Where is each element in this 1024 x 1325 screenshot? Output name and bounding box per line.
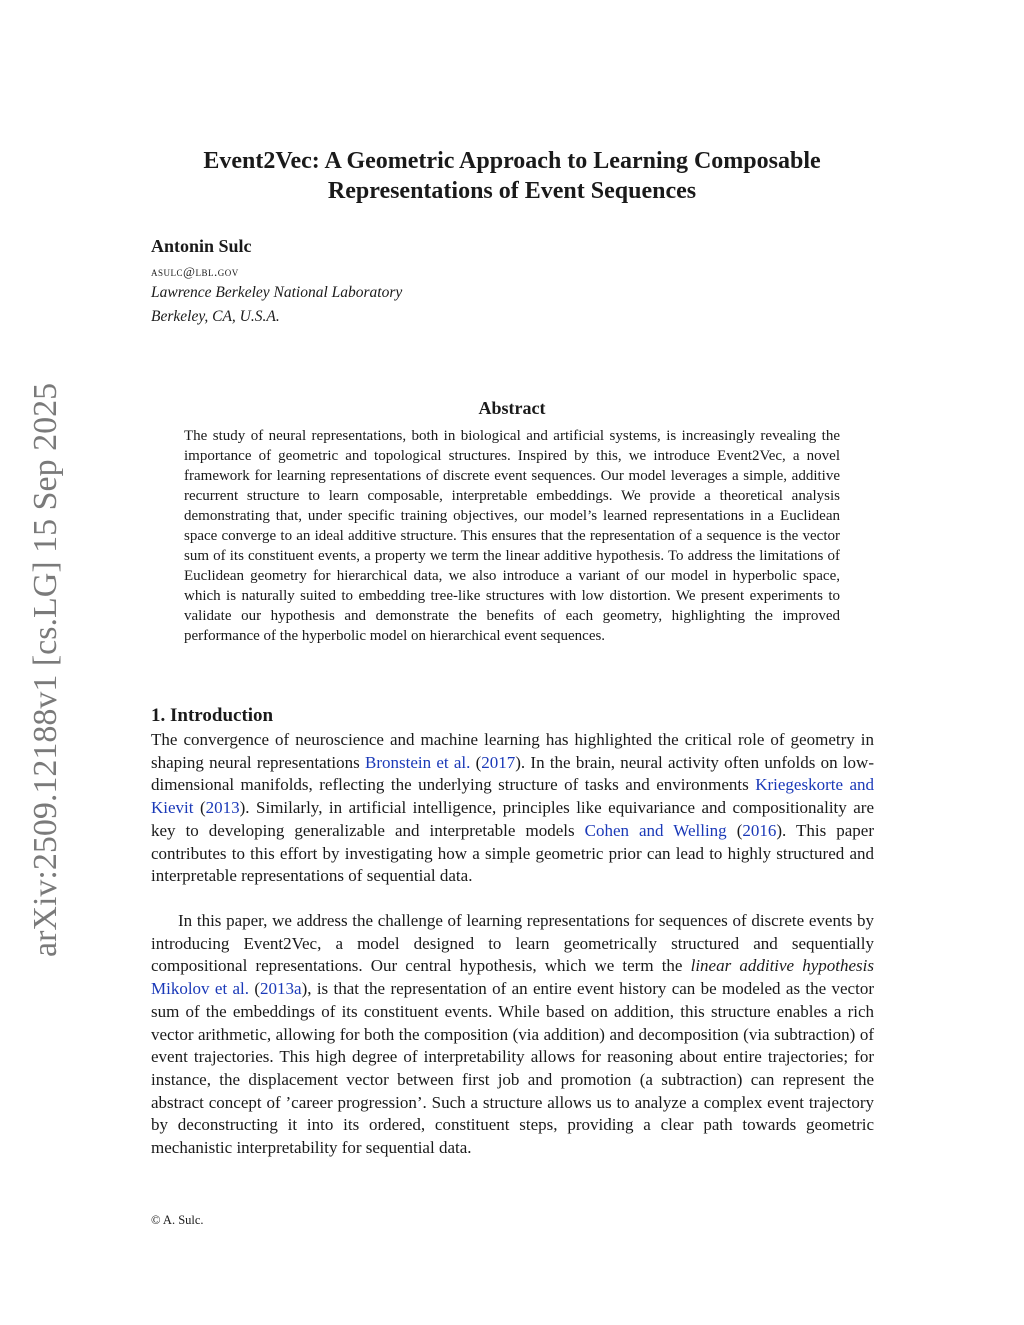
- text-span: ). In the brain, neural activity often unfolds on low-dimensional manifolds, reflecting the underlying structure of tasks and environments: [151, 752, 874, 795]
- text-span: ). This paper contributes to this effort by investigating how a simple geometric prior can lead to highly structured and interpretable representations of sequential data.: [151, 820, 874, 886]
- citation-year-link[interactable]: 2013: [205, 798, 240, 818]
- text-span: The convergence of neuroscience and machine learning has highlighted the critical role of geometry in shaping neural representations: [151, 730, 874, 772]
- copyright-footer: © A. Sulc.: [151, 1213, 204, 1227]
- title-line-2: Representations of Event Sequences: [327, 178, 697, 204]
- intro-paragraph-1: The convergence of neuroscience and machine learning has highlighted the critical role of geometry in shaping neural representations Bronstein et al. (2017). In the brain, neural activity often unfolds on low-dimensional manifolds, reflecting the underlying structure of tasks and environments Kriegeskorte and Kievit (2013). Similarly, in artificial intelligence, principles like equivariance and compositionality are key to developing generalizable and interpretable models Cohen and Welling (2016). This paper contributes to this effort by investigating how a simple geometric prior can lead to highly structured and interpretable representations of sequential data.: [151, 730, 875, 886]
- citation-year-link[interactable]: 2016: [742, 820, 777, 840]
- arxiv-identifier: arXiv:2509.12188v1 [cs.LG] 15 Sep 2025: [27, 382, 64, 957]
- citation-link[interactable]: Cohen and Welling: [584, 820, 727, 840]
- citation-year-link[interactable]: 2017: [481, 752, 516, 772]
- text-span: ). Similarly, in artificial intelligence, principles like equivariance and compositionality are key to developing generalizable and interpretable models: [151, 798, 874, 840]
- arxiv-sidebar: [26, 372, 66, 957]
- title-line-1: Event2Vec: A Geometric Approach to Learning Composable: [203, 148, 821, 174]
- intro-paragraph-2: In this paper, we address the challenge of learning representations for sequences of discrete events by introducing Event2Vec, a model designed to learn geometrically structured and sequentially compositional representations. Our central hypothesis, which we term the linear additive hypothesis Mikolov et al. (2013a), is that the representation of an entire event history can be modeled as the vector sum of the embeddings of its constituent events. While based on addition, this structure enables a rich vector arithmetic, allowing for both the composition (via addition) and decomposition (via subtraction) of event trajectories. This high degree of interpretability allows for reasoning about entire trajectories; for instance, the displacement vector between first job and promotion (a subtraction) can represent the abstract concept of ’career progression’. Such a structure allows us to analyze a complex event trajectory by deconstructing it into its ordered, constituent steps, providing a clear path towards geometric mechanistic interpretability for sequential data.: [151, 911, 875, 1158]
- author-name: Antonin Sulc: [151, 236, 252, 256]
- author-affiliation: Lawrence Berkeley National Laboratory: [151, 284, 403, 301]
- text-span: In this paper, we address the challenge of learning representations for sequences of discrete events by introducing Event2Vec, a model designed to learn geometrically structured and sequentially compositional representations. Our central hypothesis, which we term the: [151, 911, 874, 976]
- abstract-heading: Abstract: [478, 398, 546, 418]
- section-heading-introduction: 1. Introduction: [151, 705, 274, 726]
- paper-title: [150, 146, 874, 206]
- citation-link[interactable]: Bronstein et al.: [364, 752, 471, 772]
- citation-link[interactable]: Mikolov et al.: [151, 979, 250, 999]
- author-email: asulc@lbl.gov: [151, 264, 239, 279]
- text-span: ), is that the representation of an entire event history can be modeled as the vector sum of the embeddings of its constituent events. While based on addition, this structure enables a rich vector arithmetic, allowing for both the composition (via addition) and decomposition (via subtraction) of event trajectories. This high degree of interpretability allows for reasoning about entire trajectories; for instance, the displacement vector between first job and promotion (a subtraction) can represent the abstract concept of ’career progression’. Such a structure allows us to analyze a complex event trajectory by deconstructing it into its ordered, constituent steps, providing a clear path towards geometric mechanistic interpretability for sequential data.: [151, 979, 874, 1158]
- citation-year-link[interactable]: 2013a: [260, 979, 302, 999]
- citation-link[interactable]: Kriegeskorte and Kievit: [151, 775, 875, 818]
- abstract-text: The study of neural representations, both in biological and artificial systems, is increasingly revealing the importance of geometric and topological structures. Inspired by this, we introduce Event2Vec, a novel framework for learning representations of discrete event sequences. Our model leverages a simple, additive recurrent structure to learn composable, interpretable embeddings. We provide a theoretical analysis demonstrating that, under specific training objectives, our model’s learned representations in a Euclidean space converge to an ideal additive structure. This ensures that the representation of a sequence is the vector sum of its constituent events, a property we term the linear additive hypothesis. To address the limitations of Euclidean geometry for hierarchical data, we also introduce a variant of our model in hyperbolic space, which is naturally suited to embedding tree-like structures with low distortion. We present experiments to validate our hypothesis and demonstrate the benefits of each geometry, highlighting the improved performance of the hyperbolic model on hierarchical event sequences.: [184, 428, 840, 644]
- author-location: Berkeley, CA, U.S.A.: [151, 308, 280, 325]
- emphasis-term: linear additive hypothesis: [690, 956, 875, 976]
